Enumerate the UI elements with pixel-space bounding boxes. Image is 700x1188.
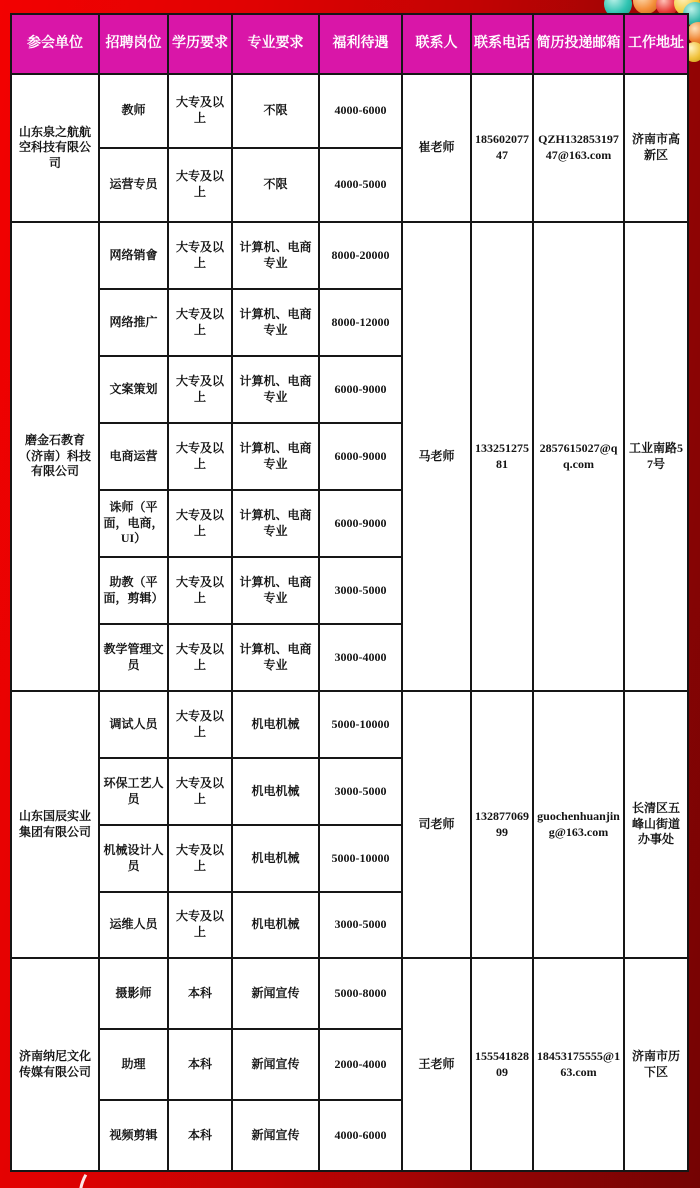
position-cell: 诛师（平面，电商，UI）: [99, 490, 168, 557]
table-row: [11, 691, 688, 758]
education-cell: 本科: [168, 1029, 232, 1100]
salary-cell: 5000-10000: [319, 825, 402, 892]
major-cell: 机电机械: [232, 758, 319, 825]
contact-person-cell: 崔老师: [402, 74, 471, 222]
salary-cell: 5000-8000: [319, 958, 402, 1029]
table-row: [11, 74, 688, 148]
header-email: 简历投递邮箱: [533, 14, 624, 74]
education-cell: 大专及以上: [168, 557, 232, 624]
work-address-cell: 济南市高新区: [624, 74, 688, 222]
table-row: [11, 222, 688, 289]
contact-email-cell: 2857615027@qq.com: [533, 222, 624, 691]
position-cell: 环保工艺人员: [99, 758, 168, 825]
balloon-orange-icon: [633, 0, 659, 14]
major-cell: 新闻宣传: [232, 958, 319, 1029]
salary-cell: 4000-6000: [319, 1100, 402, 1171]
education-cell: 大专及以上: [168, 892, 232, 958]
company-name-cell: 磨金石教育（济南）科技有限公司: [11, 222, 99, 691]
education-cell: 大专及以上: [168, 490, 232, 557]
header-row: [11, 14, 688, 74]
salary-cell: 5000-10000: [319, 691, 402, 758]
major-cell: 新闻宣传: [232, 1029, 319, 1100]
major-cell: 计算机、电商专业: [232, 423, 319, 490]
salary-cell: 6000-9000: [319, 423, 402, 490]
header-position: 招聘岗位: [99, 14, 168, 74]
contact-phone-cell: 13325127581: [471, 222, 533, 691]
education-cell: 大专及以上: [168, 423, 232, 490]
header-salary: 福利待遇: [319, 14, 402, 74]
position-cell: 教师: [99, 74, 168, 148]
position-cell: 助教（平面，剪辑）: [99, 557, 168, 624]
education-cell: 本科: [168, 1100, 232, 1171]
education-cell: 大专及以上: [168, 356, 232, 423]
education-cell: 大专及以上: [168, 289, 232, 356]
contact-phone-cell: 13287706999: [471, 691, 533, 958]
position-cell: 文案策划: [99, 356, 168, 423]
company-name-cell: 山东国辰实业集团有限公司: [11, 691, 99, 958]
education-cell: 大专及以上: [168, 222, 232, 289]
salary-cell: 3000-5000: [319, 892, 402, 958]
contact-person-cell: 马老师: [402, 222, 471, 691]
major-cell: 不限: [232, 148, 319, 222]
salary-cell: 4000-6000: [319, 74, 402, 148]
salary-cell: 8000-12000: [319, 289, 402, 356]
major-cell: 机电机械: [232, 825, 319, 892]
work-address-cell: 长清区五峰山街道办事处: [624, 691, 688, 958]
major-cell: 不限: [232, 74, 319, 148]
major-cell: 计算机、电商专业: [232, 624, 319, 691]
contact-email-cell: 18453175555@163.com: [533, 958, 624, 1171]
education-cell: 大专及以上: [168, 624, 232, 691]
major-cell: 计算机、电商专业: [232, 222, 319, 289]
salary-cell: 3000-4000: [319, 624, 402, 691]
major-cell: 计算机、电商专业: [232, 356, 319, 423]
salary-cell: 4000-5000: [319, 148, 402, 222]
contact-person-cell: 王老师: [402, 958, 471, 1171]
major-cell: 机电机械: [232, 691, 319, 758]
salary-cell: 3000-5000: [319, 758, 402, 825]
contact-phone-cell: 18560207747: [471, 74, 533, 222]
education-cell: 本科: [168, 958, 232, 1029]
major-cell: 计算机、电商专业: [232, 557, 319, 624]
education-cell: 大专及以上: [168, 74, 232, 148]
position-cell: 摄影师: [99, 958, 168, 1029]
position-cell: 运营专员: [99, 148, 168, 222]
education-cell: 大专及以上: [168, 758, 232, 825]
major-cell: 计算机、电商专业: [232, 490, 319, 557]
position-cell: 网络销會: [99, 222, 168, 289]
major-cell: 机电机械: [232, 892, 319, 958]
position-cell: 运维人员: [99, 892, 168, 958]
jobs-table: [10, 13, 689, 1172]
salary-cell: 3000-5000: [319, 557, 402, 624]
work-address-cell: 工业南路57号: [624, 222, 688, 691]
header-major: 专业要求: [232, 14, 319, 74]
position-cell: 网络推广: [99, 289, 168, 356]
table-row: [11, 958, 688, 1029]
contact-phone-cell: 15554182809: [471, 958, 533, 1171]
education-cell: 大专及以上: [168, 691, 232, 758]
salary-cell: 8000-20000: [319, 222, 402, 289]
header-contact: 联系人: [402, 14, 471, 74]
education-cell: 大专及以上: [168, 148, 232, 222]
salary-cell: 6000-9000: [319, 490, 402, 557]
header-address: 工作地址: [624, 14, 688, 74]
contact-email-cell: QZH13285319747@163.com: [533, 74, 624, 222]
contact-email-cell: guochenhuanjing@163.com: [533, 691, 624, 958]
salary-cell: 2000-4000: [319, 1029, 402, 1100]
position-cell: 助理: [99, 1029, 168, 1100]
position-cell: 机械设计人员: [99, 825, 168, 892]
position-cell: 视频剪辑: [99, 1100, 168, 1171]
position-cell: 调试人员: [99, 691, 168, 758]
salary-cell: 6000-9000: [319, 356, 402, 423]
position-cell: 教学管理文员: [99, 624, 168, 691]
company-name-cell: 山东泉之航航空科技有限公司: [11, 74, 99, 222]
work-address-cell: 济南市历下区: [624, 958, 688, 1171]
position-cell: 电商运营: [99, 423, 168, 490]
header-phone: 联系电话: [471, 14, 533, 74]
company-name-cell: 济南纳尼文化传媒有限公司: [11, 958, 99, 1171]
header-company: 参会单位: [11, 14, 99, 74]
major-cell: 计算机、电商专业: [232, 289, 319, 356]
major-cell: 新闻宣传: [232, 1100, 319, 1171]
education-cell: 大专及以上: [168, 825, 232, 892]
contact-person-cell: 司老师: [402, 691, 471, 958]
header-education: 学历要求: [168, 14, 232, 74]
